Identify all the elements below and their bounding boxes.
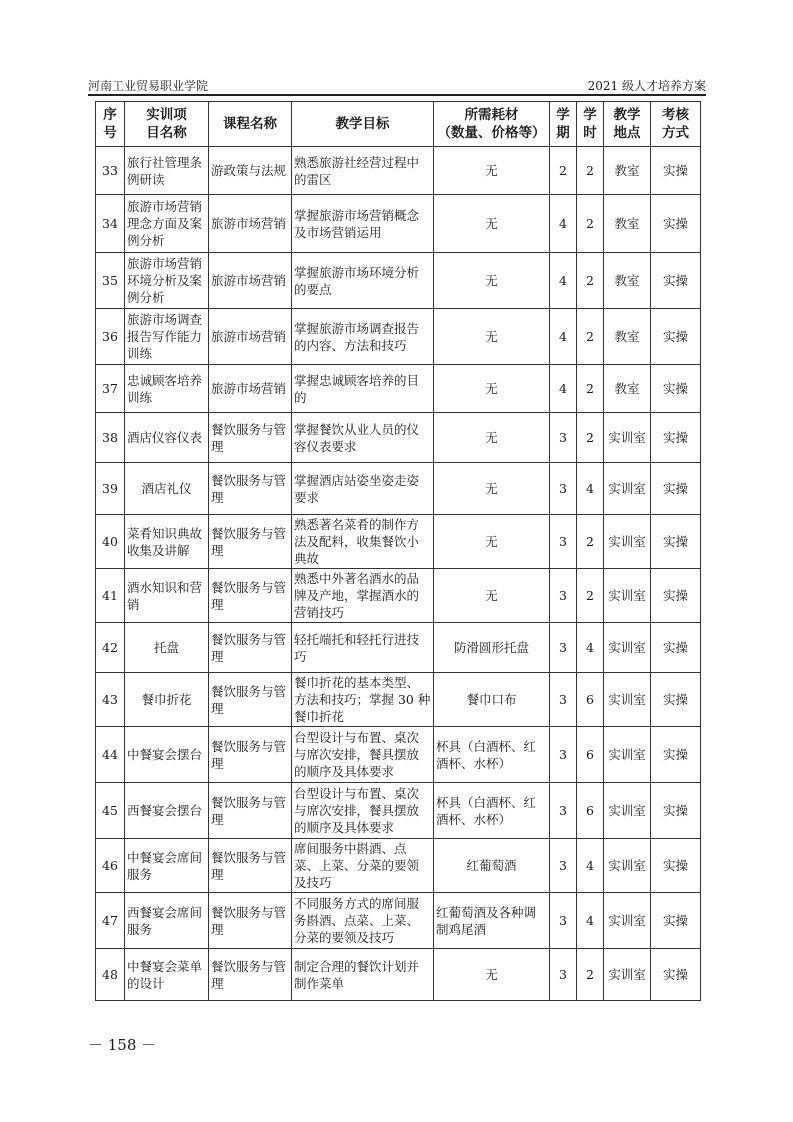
cell-place: 教室 <box>604 309 651 365</box>
header-line: 课程名称 <box>223 116 277 132</box>
table-row <box>96 839 701 893</box>
header-line: （数量、价格等） <box>437 125 546 141</box>
header-school-name: 河南工业贸易职业学院 <box>88 79 209 93</box>
cell-hours: 2 <box>577 413 604 463</box>
cell-exam-method: 实操 <box>651 727 701 783</box>
table-row <box>96 195 701 253</box>
cell-teaching-goal: 掌握旅游市场营销概念及市场营销运用 <box>292 195 434 253</box>
cell-course-name: 旅游市场营销 <box>209 309 292 365</box>
table-row <box>96 309 701 365</box>
cell-place: 实训室 <box>604 839 651 893</box>
cell-term: 4 <box>550 365 577 413</box>
cell-course-name: 餐饮服务与管理 <box>209 413 292 463</box>
table-row <box>96 727 701 783</box>
cell-materials: 无 <box>434 253 550 309</box>
header-line: 学 <box>583 107 597 123</box>
table-row <box>96 253 701 309</box>
cell-term: 3 <box>550 463 577 515</box>
cell-exam-method: 实操 <box>651 463 701 515</box>
cell-term: 3 <box>550 783 577 839</box>
header-line: 期 <box>556 125 570 141</box>
cell-materials: 无 <box>434 949 550 1001</box>
cell-materials: 餐巾口布 <box>434 673 550 727</box>
cell-row-number: 45 <box>96 783 125 839</box>
cell-materials: 防滑圆形托盘 <box>434 623 550 673</box>
cell-term: 4 <box>550 195 577 253</box>
cell-place: 实训室 <box>604 783 651 839</box>
cell-course-name: 旅游市场营销 <box>209 365 292 413</box>
cell-term: 3 <box>550 727 577 783</box>
cell-project-name: 菜肴知识典故收集及讲解 <box>125 515 209 569</box>
header-col-place <box>604 102 651 147</box>
cell-row-number: 39 <box>96 463 125 515</box>
header-col-hours <box>577 102 604 147</box>
cell-teaching-goal: 掌握忠诚顾客培养的目的 <box>292 365 434 413</box>
cell-exam-method: 实操 <box>651 623 701 673</box>
header-col-no <box>96 102 125 147</box>
table-row <box>96 949 701 1001</box>
cell-teaching-goal: 制定合理的餐饮计划并制作菜单 <box>292 949 434 1001</box>
cell-hours: 2 <box>577 147 604 195</box>
header-line: 考核 <box>662 107 689 123</box>
header-col-goal <box>292 102 434 147</box>
cell-place: 教室 <box>604 195 651 253</box>
cell-term: 3 <box>550 949 577 1001</box>
table-row <box>96 623 701 673</box>
cell-course-name: 餐饮服务与管理 <box>209 727 292 783</box>
cell-exam-method: 实操 <box>651 365 701 413</box>
cell-teaching-goal: 不同服务方式的席间服务斟酒、点菜、上菜、分菜的要领及技巧 <box>292 893 434 949</box>
cell-exam-method: 实操 <box>651 195 701 253</box>
header-col-term <box>550 102 577 147</box>
cell-row-number: 48 <box>96 949 125 1001</box>
cell-hours: 6 <box>577 783 604 839</box>
cell-term: 3 <box>550 569 577 623</box>
cell-materials: 红葡萄酒 <box>434 839 550 893</box>
cell-hours: 2 <box>577 515 604 569</box>
cell-exam-method: 实操 <box>651 949 701 1001</box>
cell-term: 3 <box>550 839 577 893</box>
header-col-project <box>125 102 209 147</box>
header-doc-title: 2021 级人才培养方案 <box>587 79 706 93</box>
cell-teaching-goal: 台型设计与布置、桌次与席次安排，餐具摆放的顺序及具体要求 <box>292 727 434 783</box>
cell-materials: 杯具（白酒杯、红酒杯、水杯） <box>434 783 550 839</box>
cell-teaching-goal: 席间服务中斟酒、点菜、上菜、分菜的要领及技巧 <box>292 839 434 893</box>
cell-place: 教室 <box>604 147 651 195</box>
header-line: 时 <box>583 125 597 141</box>
header-line: 实训项 <box>146 107 187 123</box>
cell-hours: 4 <box>577 839 604 893</box>
header-line: 地点 <box>613 125 641 141</box>
cell-term: 3 <box>550 893 577 949</box>
cell-place: 实训室 <box>604 515 651 569</box>
cell-materials: 无 <box>434 413 550 463</box>
cell-term: 2 <box>550 147 577 195</box>
cell-hours: 2 <box>577 365 604 413</box>
cell-project-name: 西餐宴会席间服务 <box>125 893 209 949</box>
cell-project-name: 酒店礼仪 <box>125 463 209 515</box>
cell-row-number: 33 <box>96 147 125 195</box>
cell-place: 实训室 <box>604 893 651 949</box>
cell-materials: 无 <box>434 365 550 413</box>
cell-row-number: 34 <box>96 195 125 253</box>
header-rule <box>88 94 706 96</box>
cell-row-number: 40 <box>96 515 125 569</box>
cell-teaching-goal: 台型设计与布置、桌次与席次安排，餐具摆放的顺序及具体要求 <box>292 783 434 839</box>
header-col-exam <box>651 102 701 147</box>
cell-row-number: 43 <box>96 673 125 727</box>
table-row <box>96 413 701 463</box>
cell-hours: 2 <box>577 949 604 1001</box>
cell-row-number: 42 <box>96 623 125 673</box>
cell-project-name: 旅行社管理条例研读 <box>125 147 209 195</box>
cell-row-number: 38 <box>96 413 125 463</box>
cell-project-name: 托盘 <box>125 623 209 673</box>
header-line: 序 <box>103 107 117 123</box>
cell-project-name: 旅游市场调查报告写作能力训练 <box>125 309 209 365</box>
header-line: 教学 <box>613 107 641 123</box>
cell-exam-method: 实操 <box>651 147 701 195</box>
cell-course-name: 餐饮服务与管理 <box>209 463 292 515</box>
cell-teaching-goal: 熟悉旅游社经营过程中的雷区 <box>292 147 434 195</box>
cell-project-name: 中餐宴会席间服务 <box>125 839 209 893</box>
table-row <box>96 673 701 727</box>
cell-term: 3 <box>550 515 577 569</box>
table-row <box>96 893 701 949</box>
cell-exam-method: 实操 <box>651 515 701 569</box>
cell-place: 实训室 <box>604 623 651 673</box>
table-body <box>96 147 701 1001</box>
table-row <box>96 569 701 623</box>
cell-teaching-goal: 掌握旅游市场调查报告的内容、方法和技巧 <box>292 309 434 365</box>
header-line: 所需耗材 <box>464 107 519 123</box>
cell-term: 4 <box>550 309 577 365</box>
cell-term: 3 <box>550 673 577 727</box>
cell-exam-method: 实操 <box>651 839 701 893</box>
cell-materials: 无 <box>434 569 550 623</box>
training-table <box>95 101 701 1001</box>
cell-row-number: 36 <box>96 309 125 365</box>
cell-place: 教室 <box>604 253 651 309</box>
table-row <box>96 463 701 515</box>
cell-hours: 4 <box>577 623 604 673</box>
cell-hours: 2 <box>577 309 604 365</box>
cell-place: 实训室 <box>604 569 651 623</box>
cell-project-name: 旅游市场营销环境分析及案例分析 <box>125 253 209 309</box>
cell-place: 教室 <box>604 365 651 413</box>
cell-row-number: 35 <box>96 253 125 309</box>
cell-place: 实训室 <box>604 949 651 1001</box>
cell-place: 实训室 <box>604 463 651 515</box>
cell-course-name: 餐饮服务与管理 <box>209 893 292 949</box>
table-row <box>96 365 701 413</box>
table-header-row <box>96 102 701 147</box>
header-line: 学 <box>556 107 570 123</box>
cell-project-name: 酒店仪容仪表 <box>125 413 209 463</box>
cell-project-name: 中餐宴会菜单的设计 <box>125 949 209 1001</box>
header-col-course <box>209 102 292 147</box>
cell-course-name: 餐饮服务与管理 <box>209 623 292 673</box>
cell-exam-method: 实操 <box>651 413 701 463</box>
cell-hours: 6 <box>577 727 604 783</box>
table-row <box>96 783 701 839</box>
cell-teaching-goal: 掌握旅游市场环境分析的要点 <box>292 253 434 309</box>
cell-materials: 无 <box>434 309 550 365</box>
cell-term: 3 <box>550 413 577 463</box>
cell-course-name: 餐饮服务与管理 <box>209 949 292 1001</box>
cell-place: 实训室 <box>604 413 651 463</box>
cell-teaching-goal: 熟悉著名菜肴的制作方法及配料，收集餐饮小典故 <box>292 515 434 569</box>
cell-exam-method: 实操 <box>651 309 701 365</box>
cell-exam-method: 实操 <box>651 253 701 309</box>
header-line: 教学目标 <box>335 116 390 132</box>
cell-materials: 杯具（白酒杯、红酒杯、水杯） <box>434 727 550 783</box>
cell-hours: 4 <box>577 893 604 949</box>
cell-teaching-goal: 掌握酒店站姿坐姿走姿要求 <box>292 463 434 515</box>
cell-course-name: 餐饮服务与管理 <box>209 839 292 893</box>
header-line: 方式 <box>662 125 689 141</box>
cell-row-number: 46 <box>96 839 125 893</box>
cell-course-name: 旅游市场营销 <box>209 195 292 253</box>
cell-hours: 2 <box>577 569 604 623</box>
header-col-materials <box>434 102 550 147</box>
cell-hours: 2 <box>577 253 604 309</box>
cell-exam-method: 实操 <box>651 893 701 949</box>
cell-hours: 6 <box>577 673 604 727</box>
cell-teaching-goal: 轻托端托和轻托行进技巧 <box>292 623 434 673</box>
cell-place: 实训室 <box>604 727 651 783</box>
cell-exam-method: 实操 <box>651 783 701 839</box>
cell-project-name: 忠诚顾客培养训练 <box>125 365 209 413</box>
table-row <box>96 147 701 195</box>
cell-project-name: 旅游市场营销理念方面及案例分析 <box>125 195 209 253</box>
cell-place: 实训室 <box>604 673 651 727</box>
cell-project-name: 中餐宴会摆台 <box>125 727 209 783</box>
cell-materials: 无 <box>434 147 550 195</box>
header-line: 目名称 <box>146 125 187 141</box>
page-number: － 158 － <box>88 1036 157 1054</box>
cell-course-name: 餐饮服务与管理 <box>209 783 292 839</box>
cell-hours: 4 <box>577 463 604 515</box>
cell-materials: 无 <box>434 195 550 253</box>
cell-project-name: 餐巾折花 <box>125 673 209 727</box>
cell-course-name: 游政策与法规 <box>209 147 292 195</box>
cell-teaching-goal: 餐巾折花的基本类型、方法和技巧；掌握 30 种餐巾折花 <box>292 673 434 727</box>
cell-term: 4 <box>550 253 577 309</box>
cell-teaching-goal: 熟悉中外著名酒水的品牌及产地，掌握酒水的营销技巧 <box>292 569 434 623</box>
cell-teaching-goal: 掌握餐饮从业人员的仪容仪表要求 <box>292 413 434 463</box>
header-line: 号 <box>103 125 117 141</box>
cell-course-name: 旅游市场营销 <box>209 253 292 309</box>
cell-term: 3 <box>550 623 577 673</box>
cell-hours: 2 <box>577 195 604 253</box>
cell-materials: 无 <box>434 515 550 569</box>
table-row <box>96 515 701 569</box>
cell-row-number: 44 <box>96 727 125 783</box>
cell-row-number: 37 <box>96 365 125 413</box>
cell-materials: 无 <box>434 463 550 515</box>
cell-course-name: 餐饮服务与管理 <box>209 515 292 569</box>
cell-project-name: 酒水知识和营销 <box>125 569 209 623</box>
cell-course-name: 餐饮服务与管理 <box>209 673 292 727</box>
cell-materials: 红葡萄酒及各种调制鸡尾酒 <box>434 893 550 949</box>
cell-project-name: 西餐宴会摆台 <box>125 783 209 839</box>
cell-exam-method: 实操 <box>651 569 701 623</box>
cell-row-number: 41 <box>96 569 125 623</box>
cell-course-name: 餐饮服务与管理 <box>209 569 292 623</box>
cell-row-number: 47 <box>96 893 125 949</box>
cell-exam-method: 实操 <box>651 673 701 727</box>
page-header <box>88 74 706 94</box>
